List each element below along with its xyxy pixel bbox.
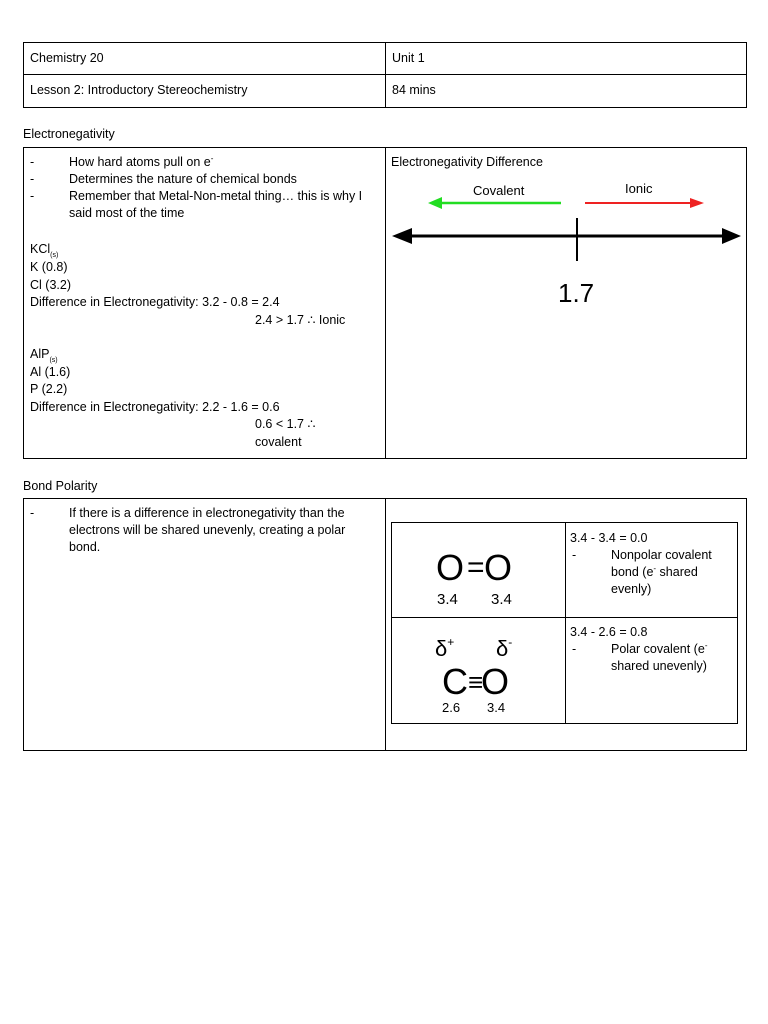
course-title: Chemistry 20 bbox=[30, 51, 104, 65]
unit-label: Unit 1 bbox=[392, 51, 425, 65]
list-item: - If there is a difference in electronegativity than the electrons will be shared unevenly, creating a polar bond. bbox=[24, 505, 374, 556]
oxygen-en-left: 3.4 bbox=[437, 591, 458, 608]
diagram-threshold-label: 1.7 bbox=[558, 278, 595, 308]
example-kcl-conclusion: 2.4 > 1.7 ∴ Ionic bbox=[255, 313, 346, 327]
lesson-duration: 84 mins bbox=[392, 83, 436, 97]
example-kcl-cl: Cl (3.2) bbox=[30, 278, 71, 292]
axis-right-arrowhead bbox=[722, 228, 741, 244]
oxygen-atom-left: O bbox=[436, 547, 465, 588]
example-alp-conclusion: 0.6 < 1.7 ∴ bbox=[255, 417, 316, 431]
oxygen-en-co: 3.4 bbox=[487, 700, 506, 715]
carbon-en: 2.6 bbox=[442, 700, 461, 715]
example-alp-difference: Difference in Electronegativity: 2.2 - 1.6 = 0.6 bbox=[30, 400, 280, 414]
section-title-electronegativity: Electronegativity bbox=[23, 127, 115, 141]
example-kcl-k: K (0.8) bbox=[30, 260, 68, 274]
oxygen-atom-right: O bbox=[484, 547, 513, 588]
list-item: - Polar covalent (e- shared unevenly) bbox=[566, 641, 736, 675]
example-alp-conclusion-word: covalent bbox=[255, 435, 302, 449]
section-title-bond-polarity: Bond Polarity bbox=[23, 479, 98, 493]
oxygen-atom-co: O bbox=[481, 661, 510, 702]
diagram-ionic-label: Ionic bbox=[625, 181, 653, 196]
axis-left-arrowhead bbox=[392, 228, 412, 244]
example-kcl-formula: KCl$_{(s)}$ bbox=[30, 242, 59, 259]
oxygen-en-right: 3.4 bbox=[491, 591, 512, 608]
co-calc: 3.4 - 2.6 = 0.8 bbox=[570, 625, 648, 639]
example-alp-formula: AlP$_{(s)}$ bbox=[30, 347, 58, 364]
o2-desc-list bbox=[566, 547, 736, 598]
list-item: - How hard atoms pull on e- bbox=[24, 154, 374, 171]
delta-plus: δ+ bbox=[435, 635, 455, 661]
bond-polarity-bullets bbox=[24, 505, 374, 556]
list-item: - Determines the nature of chemical bonds bbox=[24, 171, 374, 188]
double-bond: = bbox=[467, 551, 485, 584]
bond-polarity-col-divider bbox=[385, 498, 386, 751]
carbon-atom: C bbox=[442, 661, 468, 702]
electronegativity-bullets bbox=[24, 154, 374, 222]
triple-bond: ≡ bbox=[468, 667, 484, 697]
o2-calc: 3.4 - 3.4 = 0.0 bbox=[570, 531, 648, 545]
example-alp-al: Al (1.6) bbox=[30, 365, 71, 379]
example-kcl-difference: Difference in Electronegativity: 3.2 - 0.8 = 2.4 bbox=[30, 295, 280, 309]
covalent-arrow-head bbox=[428, 197, 442, 209]
ionic-arrow-head bbox=[690, 198, 704, 208]
diagram-covalent-label: Covalent bbox=[473, 183, 525, 198]
diagram-title: Electronegativity Difference bbox=[391, 155, 543, 169]
example-alp-p: P (2.2) bbox=[30, 382, 68, 396]
list-item: - Nonpolar covalent bond (e- shared evenly) bbox=[566, 547, 736, 598]
lesson-title: Lesson 2: Introductory Stereochemistry bbox=[30, 83, 248, 97]
list-item: - Remember that Metal-Non-metal thing… this is why I said most of the time bbox=[24, 188, 374, 222]
co-desc-list bbox=[566, 641, 736, 675]
header-col-divider bbox=[385, 42, 386, 108]
delta-minus: δ- bbox=[496, 635, 513, 661]
